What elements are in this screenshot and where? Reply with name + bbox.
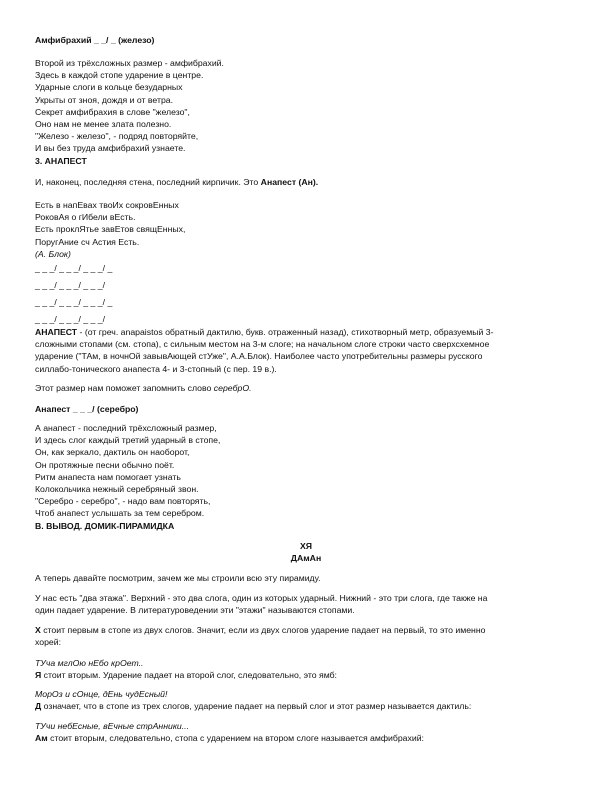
dactyl-line: Д означает, что в стопе из трех слогов, ударение падает на первый слог и этот размер называется дактиль: (35, 701, 472, 711)
iamb-line: Я стоит вторым. Ударение падает на второй слог, следовательно, это ямб: (35, 670, 337, 680)
example-dactyl: ТУчи небЕсные, вЕчные стрАнники... (35, 721, 189, 731)
poem-line: Ритм анапеста нам помогает узнать (35, 471, 181, 482)
anapest-heading: Анапест _ _ _/ (серебро) (35, 404, 139, 414)
meter-scheme: _ _ _/ _ _ _/ _ _ _/ _ (35, 297, 113, 307)
poem-line: Он протяжные песни обычно поёт. (35, 459, 175, 470)
anapest-word-hint: Этот размер нам поможет запомнить слово серебрО. (35, 383, 252, 393)
meter-scheme: _ _ _/ _ _ _/ _ _ _/ _ (35, 263, 113, 273)
poem-line: ПоругАние сч Астия Есть. (35, 236, 140, 247)
poem-line: А анапест - последний трёхсложный размер, (35, 423, 217, 433)
poem-author: (А. Блок) (35, 248, 71, 259)
poem-line: Он, как зеркало, дактиль он наоборот, (35, 447, 190, 458)
meter-scheme: _ _ _/ _ _ _/ _ _ _/ (35, 314, 106, 324)
poem-line: "Железо - железо", - подряд повторяйте, (35, 131, 199, 142)
floors-paragraph: У нас есть "два этажа". Верхний - это два слога, один из которых ударный. Нижний - это три слога, где также на один падает ударение. В литературоведении эти "этажи" называются стопами. (35, 593, 488, 616)
example-iamb: МорОз и сОнце, дЕнь чудЕсный! (35, 689, 168, 699)
poem-line: Оно нам не менее злата полезно. (35, 119, 172, 130)
poem-line: Чтоб анапест услышать за тем серебром. (35, 508, 205, 519)
poem-line: Ударные слоги в кольце безударных (35, 82, 183, 93)
conclusion-title: В. ВЫВОД. ДОМИК-ПИРАМИДКА (35, 521, 175, 531)
example-trochee: ТУча мглОю нЕбо крОет.. (35, 658, 144, 668)
anapest-section-title: 3. АНАПЕСТ (35, 156, 87, 166)
anapest-definition: АНАПЕСТ - (от греч. anapaistos обратный дактилю, букв. отраженный назад), стихотворный метр, образуемый 3- сложными стопами (см. стопа), с сильным местом на 3-м слоге; на начальном слоге строки часто сверхсхемное ударение ("ТАм, в ночнОй завывАющей стУже", А.А.Блок). Наиболее часто употребительны размеры русского силлабо-тонического анапеста 4- и 3-стопный (с пер. 19 в.). (35, 327, 494, 374)
poem-line: Есть в напЕвах твоИх сокровЕнных (35, 200, 179, 210)
poem-line: Второй из трёхсложных размер - амфибрахий. (35, 58, 224, 68)
poem-line: Укрыты от зноя, дождя и от ветра. (35, 94, 174, 105)
poem-line: И здесь слог каждый третий ударный в стопе, (35, 435, 221, 446)
definition-term: АНАПЕСТ (35, 327, 78, 337)
poem-line: Колокольчика нежный серебряный звон. (35, 484, 199, 495)
pyramid-top: ХЯ (299, 541, 313, 551)
poem-line: Секрет амфибрахия в слове "железо", (35, 106, 190, 117)
poem-line: Здесь в каждой стопе ударение в центре. (35, 70, 204, 81)
conclusion-intro: А теперь давайте посмотрим, зачем же мы строили всю эту пирамиду. (35, 573, 321, 583)
poem-line: РоковАя о гИбели вЕсть. (35, 212, 136, 223)
amphibrach-poem (35, 57, 580, 155)
meter-scheme: _ _ _/ _ _ _/ _ _ _/ (35, 280, 106, 290)
anapest-intro: И, наконец, последняя стена, последний кирпичик. Это Анапест (Ан). (35, 177, 319, 187)
poem-line: Есть проклЯтье завЕтов свящЕнных, (35, 224, 186, 235)
anapest-poem (35, 422, 580, 520)
pyramid-bottom: ДАмАн (290, 553, 322, 563)
poem-line: И вы без труда амфибрахий узнаете. (35, 143, 186, 154)
amphibrach-line: Ам стоит вторым, следовательно, стопа с ударением на втором слоге называется амфибрахий: (35, 733, 424, 743)
blok-poem (35, 199, 580, 260)
trochee-paragraph: Х стоит первым в стопе из двух слогов. Значит, если из двух слогов ударение падает на первый, то это именно хорей: (35, 625, 486, 648)
poem-line: "Серебро - серебро", - надо вам повторять, (35, 496, 211, 507)
amphibrach-heading: Амфибрахий _ _/ _ (железо) (35, 35, 155, 45)
